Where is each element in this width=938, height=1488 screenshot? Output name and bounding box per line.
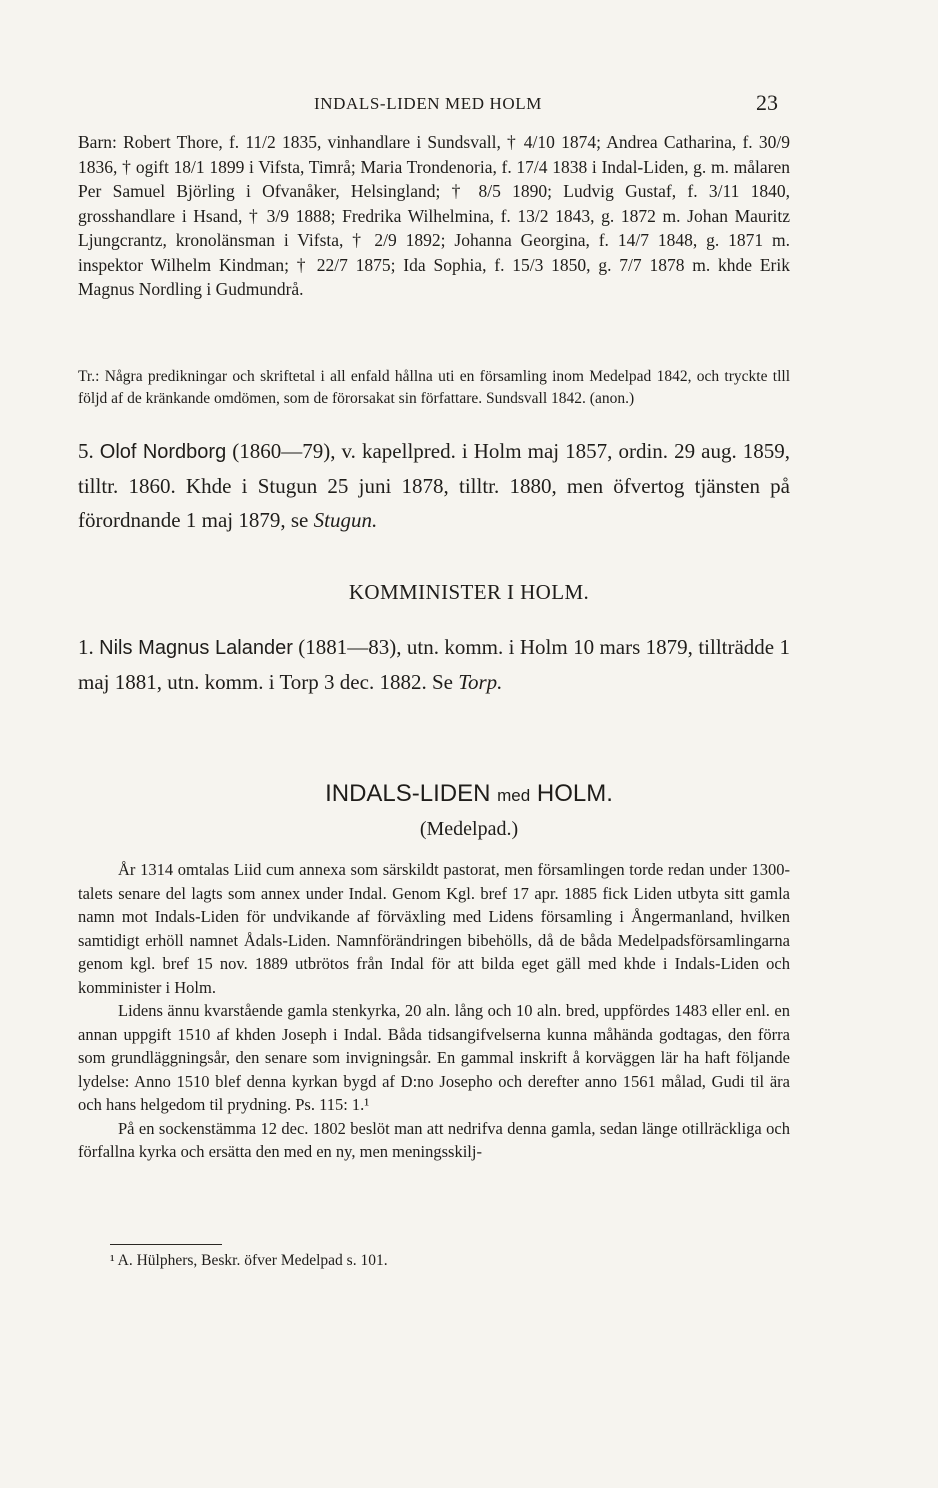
- entry-number: 1.: [78, 635, 94, 659]
- print-paragraph: Tr.: Några predikningar och skriftetal i all enfald hållna uti en församling inom Medelpad 1842, och tryckte tlll följd af de kränkande omdömen, som de förorsakat sin författare. Sundsvall 1842. (anon.): [78, 368, 790, 407]
- entry-number: 5.: [78, 439, 94, 463]
- page-number: 23: [756, 90, 778, 115]
- footnote-rule: [110, 1244, 222, 1245]
- running-title: INDALS-LIDEN MED HOLM: [314, 94, 542, 113]
- parish-heading: [0, 780, 938, 808]
- entry-reference: Torp.: [458, 670, 503, 694]
- entry-name: Nils Magnus Lalander: [99, 637, 293, 659]
- section-heading: KOMMINISTER I HOLM.: [348, 580, 590, 604]
- body-paragraph: År 1314 omtalas Liid cum annexa som särskildt pastorat, men församlingen torde redan under 1300-talets senare del lagts som annex under Indal. Genom Kgl. bref 17 apr. 1885 fick Liden utbyta sitt gamla namn mot Indals-Liden för undvikande af förväxling med Lidens församling i Ångermanland, hvilken samtidigt erhöll namnet Ådals-Liden. Namnförändringen bibehölls, då de båda Medelpadsförsamlingarna genom kgl. bref 15 nov. 1889 utbrötos från Indal för att bilda eget gäll med khde i Indals-Liden och komminister i Holm.: [78, 860, 790, 997]
- body-paragraph: Lidens ännu kvarstående gamla stenkyrka, 20 aln. lång och 10 aln. bred, uppfördes 1483 eller enl. en annan uppgift 1510 af khden Joseph i Indal. Båda tidsangifvelserna kunna måhända godtagas, den förra som grundläggningsår, den senare som invigningsår. En gammal inskrift å korväggen lär ha haft följande lydelse: Anno 1510 blef denna kyrkan bygd af D:no Josepho och derefter anno 1561 målad, Gudi til ära och hans helgedom til prydning. Ps. 115: 1.¹: [78, 1001, 790, 1114]
- entry-name: Olof Nordborg: [99, 441, 227, 463]
- children-paragraph: Barn: Robert Thore, f. 11/2 1835, vinhandlare i Sundsvall, † 4/10 1874; Andrea Catharina, f. 30/9 1836, † ogift 18/1 1899 i Vifsta, Timrå; Maria Trondenoria, f. 17/4 1838 i Indal-Liden, g. m. målaren Per Samuel Björling i Ofvanåker, Helsingland; † 8/5 1890; Ludvig Gustaf, f. 3/11 1840, grosshandlare i Hsand, † 3/9 1888; Fredrika Wilhelmina, f. 13/2 1843, g. 1872 m. Johan Mauritz Ljungcrantz, kronolänsman i Vifsta, † 2/9 1892; Johanna Georgina, f. 14/7 1848, g. 1871 m. inspektor Wilhelm Kindman; † 22/7 1875; Ida Sophia, f. 15/3 1850, g. 7/7 1878 m. khde Erik Magnus Nordling i Gudmundrå.: [78, 132, 790, 299]
- parish-name: INDALS-LIDEN: [325, 780, 491, 807]
- entry-text: (1860—79), v. kapellpred. i Holm maj 1857, ordin. 29 aug. 1859, tilltr. 1860. Khde i Stugun 25 juni 1878, tilltr. 1880, men öfvertog tjänsten på förordnande 1 maj 1879, se: [78, 439, 791, 532]
- footnote: ¹ A. Hülphers, Beskr. öfver Medelpad s. 101.: [110, 1252, 388, 1269]
- entry-nordborg: [78, 434, 790, 537]
- body-text: [78, 858, 790, 1164]
- parish-connector: med: [497, 786, 531, 805]
- entry-text: (1881—83), utn. komm. i Holm 10 mars 1879, tillträdde 1 maj 1881, utn. komm. i Torp 3 dec. 1882. Se: [78, 635, 791, 694]
- body-paragraph: På en sockenstämma 12 dec. 1802 beslöt man att nedrifva denna gamla, sedan länge otillräckliga och förfallna kyrka och ersätta den med en ny, men meningsskilj-: [78, 1118, 790, 1161]
- entry-reference: Stugun.: [313, 508, 378, 532]
- region-heading: (Medelpad.): [419, 818, 519, 840]
- annex-name: HOLM.: [536, 780, 613, 807]
- entry-lalander: [78, 630, 790, 699]
